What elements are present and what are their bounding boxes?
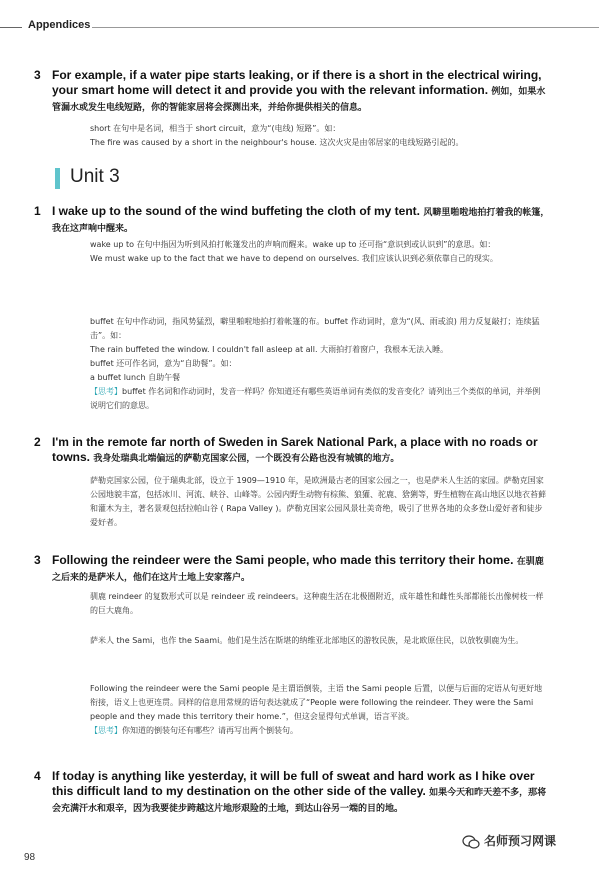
unit-accent-bar [55, 168, 60, 189]
sentence-zh: 我身处瑞典北端偏远的萨勒克国家公园，一个既没有公路也没有城镇的地方。 [93, 453, 400, 463]
item-number: 1 [34, 204, 41, 218]
item-number: 2 [34, 435, 41, 449]
think-text: buffet 作名词和作动词时，发音一样吗？你知道还有哪些英语单词有类似的发音变化？请列出三个类似的单词，并举例说明它们的意思。 [90, 387, 541, 410]
think-label: 【思考】 [90, 387, 122, 396]
note-line: 萨勒克国家公园，位于瑞典北部，设立于 1909—1910 年，是欧洲最古老的国家公园之一，也是萨米人生活的家园。萨勒克国家公园地貌丰富，包括冰川、河流、峡谷、山峰等。公园内野生动物有棕熊、狼獾、驼鹿、猞猁等，野生植物在高山地区以地衣苔藓和灌木为主，著名景观包括拉帕山谷 ( Rapa Valley )。萨勒克国家公园风景壮美奇绝，吸引了世界各地的众多登山爱好者和徒步爱好者。 [90, 476, 546, 527]
notes [90, 682, 548, 738]
unit-item-4 [34, 769, 552, 816]
watermark-text: 名师预习网课 [484, 834, 557, 848]
note-line: a buffet lunch 自助午餐 [90, 373, 181, 382]
unit-item-1 [34, 204, 552, 236]
note-line: 驯鹿 reindeer 的复数形式可以是 reindeer 或 reindeers。这种鹿生活在北极圈附近，成年雄性和雌性头部都能长出像树枝一样的巨大鹿角。 [90, 592, 544, 615]
sentence-zh: 例如，如果水管漏水或发生电线短路，你的智能家居将会探测出来，并给你提供相关的信息。 [52, 86, 546, 112]
sentence-en: I wake up to the sound of the wind buffeting the cloth of my tent. [52, 204, 420, 218]
unit-item-2 [34, 435, 552, 466]
note-line: buffet 在句中作动词，指风势猛烈，噼里啪啦地拍打着帐篷的布。buffet 作动词时，意为“(风、雨或浪) 用力反复敲打；连续猛击”。如： [90, 317, 540, 340]
note-line: 萨米人 the Sami，也作 the Saami。他们是生活在斯堪的纳维亚北部地区的游牧民族，是北欧原住民，以放牧驯鹿为生。 [90, 636, 524, 645]
note-line: buffet 还可作名词，意为“自助餐”。如： [90, 359, 237, 368]
unit-item-3 [34, 553, 552, 585]
notes [90, 634, 548, 648]
notes [90, 590, 548, 618]
sentence-en: If today is anything like yesterday, it will be full of sweat and hard work as I hike over this difficult land to my destination on the other side of the valley. [52, 769, 535, 798]
item-number: 3 [34, 68, 41, 82]
sentence-en: I'm in the remote far north of Sweden in Sarek National Park, a place with no roads or towns. [52, 435, 538, 464]
sentence-en: For example, if a water pipe starts leaking, or if there is a short in the electrical wiring, your smart home will detect it and provide you with the relevant information. [52, 68, 542, 97]
sentence-zh: 在驯鹿之后来的是萨米人，他们在这片土地上安家落户。 [52, 556, 544, 582]
item-number: 3 [34, 553, 41, 567]
header-rule [92, 27, 599, 28]
watermark [462, 832, 592, 852]
notes [90, 238, 548, 266]
page-number: 98 [24, 852, 36, 863]
think-prompt [90, 724, 548, 738]
item-3 [34, 68, 552, 115]
think-prompt [90, 385, 548, 413]
note-line: wake up to 在句中指因为听到风拍打帐篷发出的声响而醒来。wake up to 还可指“意识到或认识到”的意思。如： [90, 240, 496, 249]
unit-title: Unit 3 [70, 166, 120, 187]
note-line: short 在句中是名词，相当于 short circuit，意为“(电线) 短路”。如： [90, 124, 341, 133]
notes [90, 122, 548, 150]
sentence-en: Following the reindeer were the Sami people, who made this territory their home. [52, 553, 514, 567]
think-label: 【思考】 [90, 726, 122, 735]
notes [90, 474, 548, 530]
think-text: 你知道的倒装句还有哪些？请再写出两个倒装句。 [122, 726, 298, 735]
notes [90, 315, 548, 413]
wechat-icon [462, 835, 480, 849]
item-number: 4 [34, 769, 41, 783]
note-line: The rain buffeted the window. I couldn't fall asleep at all. 大雨拍打着窗户，我根本无法入睡。 [90, 345, 449, 354]
page-header [0, 0, 599, 38]
sentence-zh: 如果今天和昨天差不多，那将会充满汗水和艰辛，因为我要徒步跨越这片地形艰险的土地，到达山谷另一端的目的地。 [52, 787, 547, 813]
header-rule [0, 27, 22, 28]
note-line: The fire was caused by a short in the neighbour's house. 这次火灾是由邻居家的电线短路引起的。 [90, 138, 464, 147]
section-title: Appendices [28, 19, 91, 31]
note-line: Following the reindeer were the Sami people 是主谓语倒装，主语 the Sami people 后置，以便与后面的定语从句更好地衔接，语义上也更连贯。同样的信息用常规的语句表达就成了“People were following the reindeer. They were the Sami people and they made this territory their home.”，但这会显得句式单调，语言平淡。 [90, 684, 543, 721]
sentence-zh: 风噼里啪啦地拍打着我的帐篷，我在这声响中醒来。 [52, 207, 550, 233]
note-line: We must wake up to the fact that we have to depend on ourselves. 我们应该认识到必须依靠自己的现实。 [90, 254, 498, 263]
